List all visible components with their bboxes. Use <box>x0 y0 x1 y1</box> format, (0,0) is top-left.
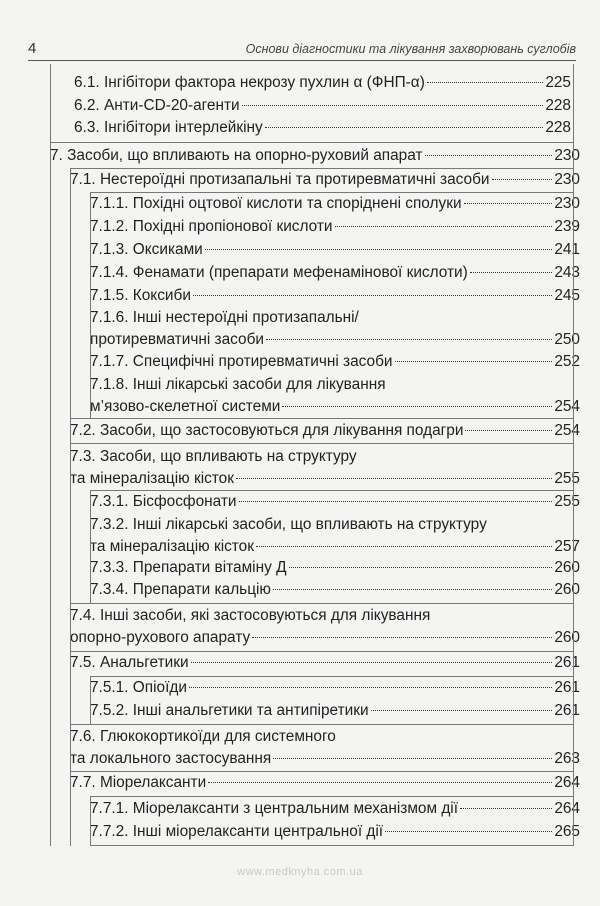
toc-entry[interactable]: 7.5.2. Інші анальгетики та антипіретики 261 <box>90 702 580 719</box>
table-rule <box>90 796 91 846</box>
watermark: www.medknyha.com.ua <box>237 866 363 878</box>
toc-entry[interactable]: 7.3.3. Препарати вітаміну Д 260 <box>90 559 580 576</box>
toc-entry[interactable]: 7.1.6. Інші нестероїдні протизапальні/ протиревматичні засоби 250 <box>90 309 580 348</box>
toc-entry[interactable]: 7.1.1. Похідні оцтової кислоти та споріднені сполуки 230 <box>90 195 580 212</box>
toc-entry[interactable]: 6.3. Інгібітори інтерлейкіну 228 <box>74 119 571 136</box>
table-rule <box>90 192 91 418</box>
divider <box>90 796 573 797</box>
divider <box>50 142 573 143</box>
divider <box>70 418 573 419</box>
table-rule <box>90 676 91 724</box>
table-rule <box>50 64 51 846</box>
toc-entry[interactable]: 7.1.7. Специфічні протиревматичні засоби 252 <box>90 353 580 370</box>
toc-entry[interactable]: 6.2. Анти-CD-20-агенти 228 <box>74 97 571 114</box>
toc-entry[interactable]: 7.7. Міорелаксанти 264 <box>70 774 580 791</box>
toc-entry[interactable]: 7.6. Глюкокортикоїди для системного та локального застосування 263 <box>70 728 580 767</box>
divider <box>90 845 573 846</box>
table-rule <box>573 64 574 846</box>
toc-entry[interactable]: 7.1.8. Інші лікарські засоби для лікування м’язово-скелетної системи 254 <box>90 376 580 415</box>
toc-entry[interactable]: 7.1.5. Коксиби 245 <box>90 287 580 304</box>
toc-entry[interactable]: 7.3.2. Інші лікарські засоби, що впливають на структуру та мінералізацію кісток 257 <box>90 516 580 555</box>
divider <box>70 443 573 444</box>
toc-entry[interactable]: 7.2. Засоби, що застосовуються для лікування подагри 254 <box>70 422 580 439</box>
toc-entry[interactable]: 7.1.2. Похідні пропіонової кислоти 239 <box>90 218 580 235</box>
toc-entry[interactable]: 7.5. Анальгетики 261 <box>70 654 580 671</box>
toc-entry[interactable]: 7.1.3. Оксиками 241 <box>90 241 580 258</box>
toc-entry[interactable]: 7.1.4. Фенамати (препарати мефенамінової кислоти) 243 <box>90 264 580 281</box>
divider <box>70 724 573 725</box>
toc-entry[interactable]: 7.7.1. Міорелаксанти з центральним механізмом дії 264 <box>90 800 580 817</box>
table-rule <box>90 490 91 603</box>
toc-entry[interactable]: 7.3.1. Бісфосфонати 255 <box>90 493 580 510</box>
divider <box>70 603 573 604</box>
toc-entry[interactable]: 7.1. Нестероїдні протизапальні та протиревматичні засоби 230 <box>70 171 580 188</box>
toc-entry[interactable]: 7.4. Інші засоби, які застосовуються для лікування опорно-рухового апарату 260 <box>70 607 580 646</box>
running-title: Основи діагностики та лікування захворювань суглобів <box>245 42 576 56</box>
toc-entry[interactable]: 7.7.2. Інші міорелаксанти центральної дії 265 <box>90 823 580 840</box>
toc-entry[interactable]: 7. Засоби, що впливають на опорно-руховий апарат 230 <box>50 147 580 164</box>
toc-entry[interactable]: 7.5.1. Опіоїди 261 <box>90 679 580 696</box>
page-number: 4 <box>28 40 37 57</box>
toc-entry[interactable]: 6.1. Інгібітори фактора некрозу пухлин α (ФНП-α) 225 <box>74 74 571 91</box>
table-rule <box>70 168 71 846</box>
toc-entry[interactable]: 7.3.4. Препарати кальцію 260 <box>90 581 580 598</box>
toc-entry[interactable]: 7.3. Засоби, що впливають на структуру та мінералізацію кісток 255 <box>70 448 580 487</box>
